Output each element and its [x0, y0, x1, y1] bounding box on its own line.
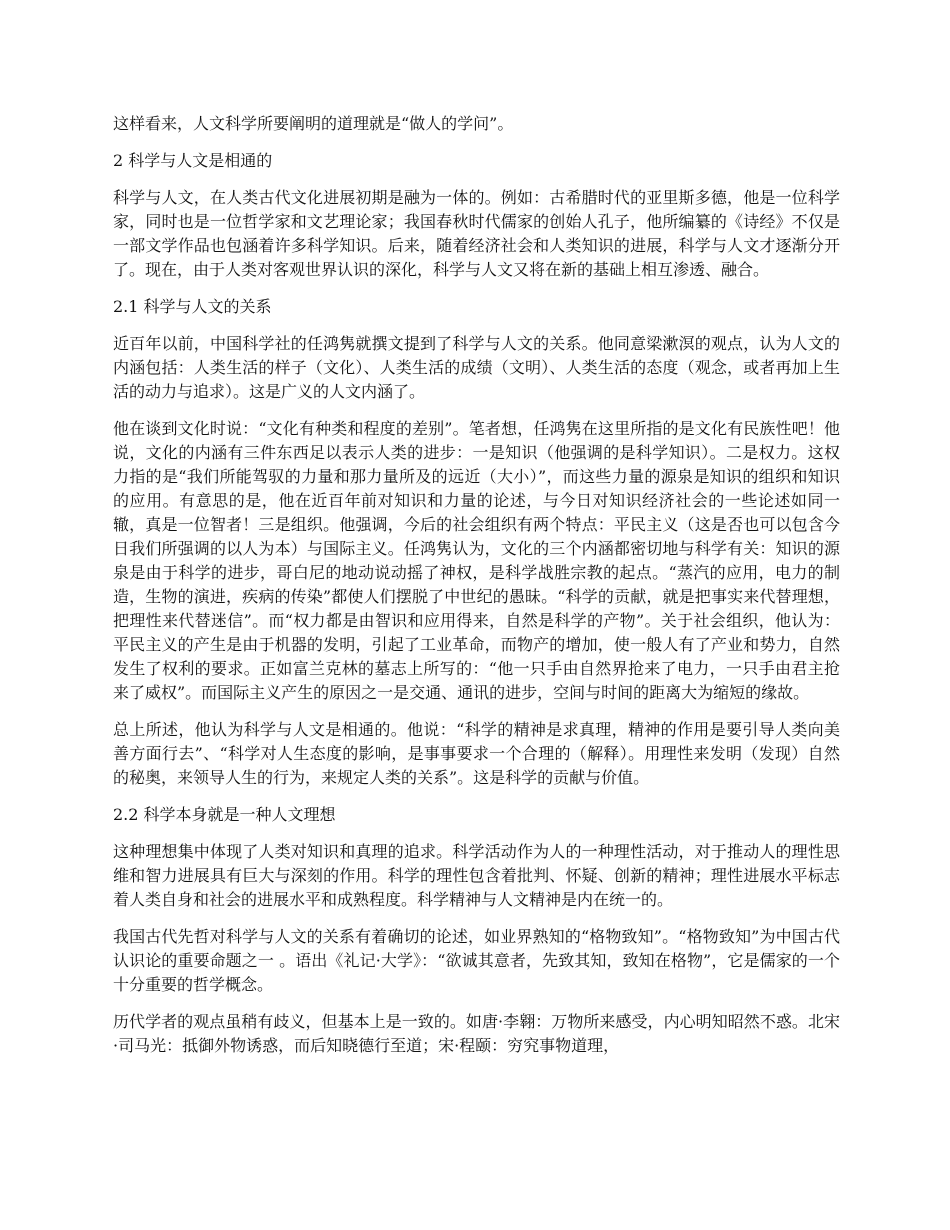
paragraph: 科学与人文，在人类古代文化进展初期是融为一体的。例如：古希腊时代的亚里斯多德，他是一位科学家，同时也是一位哲学家和文艺理论家；我国春秋时代儒家的创始人孔子，他所编纂的《诗经》不仅是一部文学作品也包涵着许多科学知识。后来，随着经济社会和人类知识的进展，科学与人文才逐渐分开了。现在，由于人类对客观世界认识的深化，科学与人文又将在新的基础上相互渗透、融合。: [113, 188, 840, 279]
section-heading-2-1: 2.1 科学与人文的关系: [113, 297, 272, 316]
paragraph: 近百年以前，中国科学社的任鸿隽就撰文提到了科学与人文的关系。他同意梁漱溟的观点，认为人文的内涵包括：人类生活的样子（文化）、人类生活的成绩（文明）、人类生活的态度（观念，或者再加上生活的动力与追求）。这是广义的人文内涵了。: [113, 334, 840, 401]
section-heading-2-2: 2.2 科学本身就是一种人文理想: [113, 805, 336, 824]
paragraph-intro: 这样看来，人文科学所要阐明的道理就是“做人的学问”。: [113, 114, 514, 133]
paragraph: 他在谈到文化时说：“文化有种类和程度的差别”。笔者想，任鸿隽在这里所指的是文化有民族性吧！他说，文化的内涵有三件东西足以表示人类的进步：一是知识（他强调的是科学知识）。二是权力。这权力指的是“我们所能驾驭的力量和那力量所及的远近（大小）”，而这些力量的源泉是知识的组织和知识的应用。有意思的是，他在近百年前对知识和力量的论述，与今日对知识经济社会的一些论述如同一辙，真是一位智者！三是组织。他强调，今后的社会组织有两个特点：平民主义（这是否也可以包含今日我们所强调的以人为本）与国际主义。任鸿隽认为，文化的三个内涵都密切地与科学有关：知识的源泉是由于科学的进步，哥白尼的地动说动摇了神权，是科学战胜宗教的起点。“蒸汽的应用，电力的制造，生物的演进，疾病的传染”都使人们摆脱了中世纪的愚昧。“科学的贡献，就是把事实来代替理想，把理性来代替迷信”。而“权力都是由智识和应用得来，自然是科学的产物”。关于社会组织，他认为：平民主义的产生是由于机器的发明，引起了工业革命，而物产的增加，使一般人有了产业和势力，自然发生了权利的要求。正如富兰克林的墓志上所写的：“他一只手由自然界抢来了电力，一只手由君主抢来了威权”。而国际主义产生的原因之一是交通、通讯的进步，空间与时间的距离大为缩短的缘故。: [113, 419, 840, 702]
paragraph-last: 历代学者的观点虽稍有歧义，但基本上是一致的。如唐·李翱：万物所来感受，内心明知昭然不惑。北宋·司马光：抵御外物诱惑，而后知晓德行至道；宋·程颐：穷究事物道理，: [113, 1012, 840, 1055]
paragraph: 我国古代先哲对科学与人文的关系有着确切的论述，如业界熟知的“格物致知”。“格物致知”为中国古代认识论的重要命题之一 。语出《礼记·大学》：“欲诚其意者，先致其知，致知在格物”，它是儒家的一个十分重要的哲学概念。: [113, 927, 840, 994]
document-body: [113, 112, 840, 1071]
section-heading-2: 2 科学与人文是相通的: [113, 151, 273, 170]
paragraph: 这种理想集中体现了人类对知识和真理的追求。科学活动作为人的一种理性活动，对于推动人的理性思维和智力进展具有巨大与深刻的作用。科学的理性包含着批判、怀疑、创新的精神；理性进展水平标志着人类自身和社会的进展水平和成熟程度。科学精神与人文精神是内在统一的。: [113, 842, 840, 909]
paragraph: 总上所述，他认为科学与人文是相通的。他说：“科学的精神是求真理，精神的作用是要引导人类向美善方面行去”、“科学对人生态度的影响，是事事要求一个合理的（解释）。用理性来发明（发现）自然的秘奥，来领导人生的行为，来规定人类的关系”。这是科学的贡献与价值。: [113, 720, 840, 787]
